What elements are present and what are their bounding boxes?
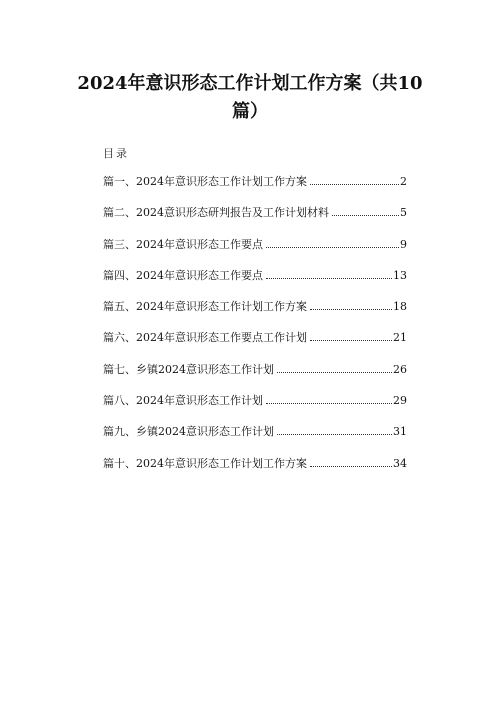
- toc-leader-dots: [277, 371, 392, 373]
- document-title: 2024年意识形态工作计划工作方案（共10篇）: [77, 73, 423, 122]
- toc-leader-dots: [310, 465, 392, 467]
- toc-leader-dots: [266, 402, 392, 404]
- toc-item-page: 29: [393, 394, 407, 408]
- toc-item-page: 5: [400, 206, 407, 220]
- toc-item[interactable]: [103, 174, 407, 205]
- toc-item-label: 篇八、2024年意识形态工作计划: [103, 394, 263, 408]
- toc-leader-dots: [310, 308, 392, 310]
- toc-item-label: 篇九、乡镇2024意识形态工作计划: [103, 425, 274, 439]
- toc-item-label: 篇四、2024年意识形态工作要点: [103, 268, 263, 282]
- toc-item[interactable]: [103, 237, 407, 268]
- toc-leader-dots: [277, 433, 392, 435]
- toc-item[interactable]: [103, 330, 407, 361]
- toc-item-label: 篇一、2024年意识形态工作计划工作方案: [103, 175, 307, 188]
- toc-heading: 目录: [103, 147, 129, 160]
- toc-item[interactable]: [103, 268, 407, 299]
- toc-item-label: 篇六、2024年意识形态工作要点工作计划: [103, 331, 307, 345]
- toc-item-page: 2: [400, 175, 407, 188]
- toc-item[interactable]: [103, 393, 407, 424]
- toc-item-page: 21: [393, 331, 407, 345]
- toc-leader-dots: [310, 183, 399, 185]
- toc-item-page: 18: [393, 300, 407, 314]
- toc-item-page: 34: [393, 456, 407, 470]
- toc-item-page: 13: [393, 268, 407, 282]
- toc-item-label: 篇二、2024意识形态研判报告及工作计划材料: [103, 206, 329, 220]
- toc-item[interactable]: [103, 299, 407, 330]
- toc-item-page: 26: [393, 362, 407, 376]
- toc-item[interactable]: [103, 205, 407, 236]
- toc-item-page: 31: [393, 425, 407, 439]
- toc-item-page: 9: [400, 237, 407, 251]
- toc-item-label: 篇十、2024年意识形态工作计划工作方案: [103, 456, 307, 470]
- toc-item[interactable]: [103, 456, 407, 487]
- toc-item[interactable]: [103, 362, 407, 393]
- toc-leader-dots: [266, 277, 392, 279]
- toc-leader-dots: [332, 214, 399, 216]
- toc-item[interactable]: [103, 424, 407, 455]
- toc-leader-dots: [266, 246, 399, 248]
- table-of-contents: [103, 174, 407, 487]
- toc-item-label: 篇五、2024年意识形态工作计划工作方案: [103, 300, 307, 314]
- toc-item-label: 篇七、乡镇2024意识形态工作计划: [103, 362, 274, 376]
- toc-leader-dots: [310, 339, 392, 341]
- toc-item-label: 篇三、2024年意识形态工作要点: [103, 237, 263, 251]
